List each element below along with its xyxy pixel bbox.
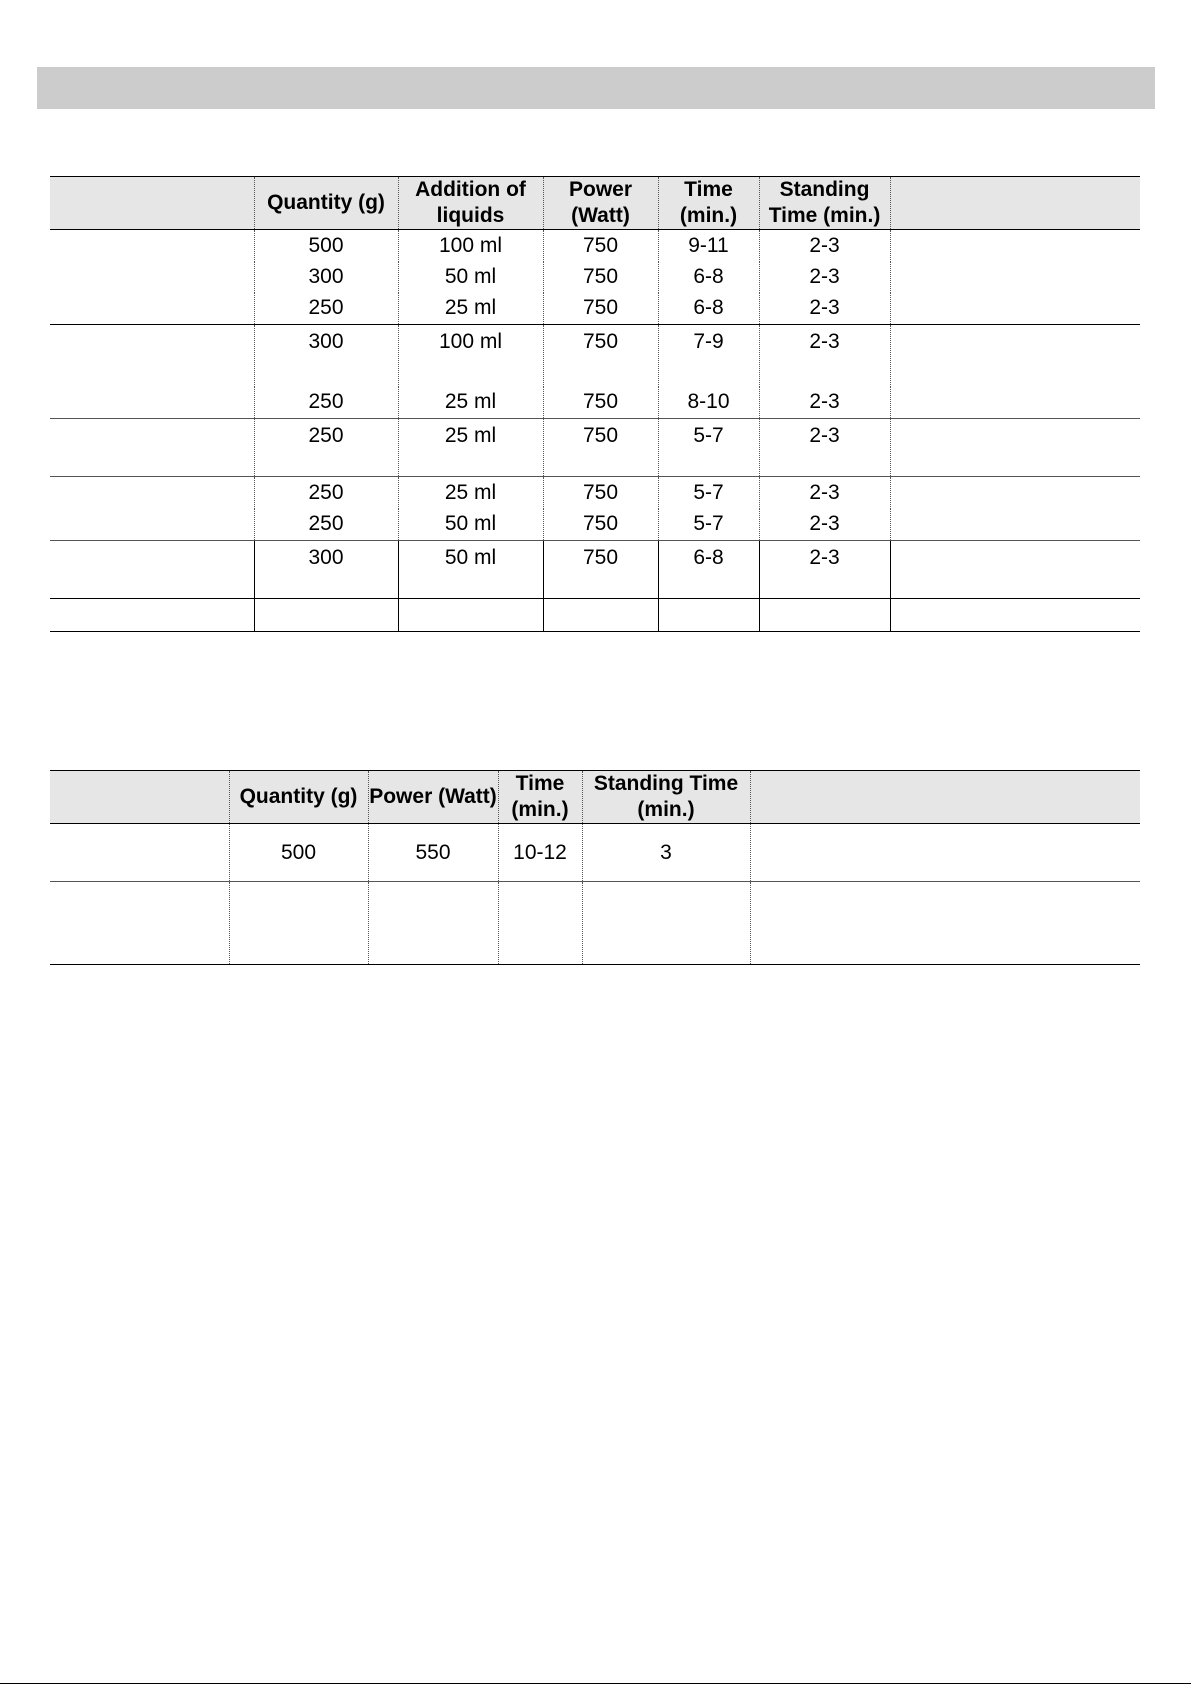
cell-power [368, 882, 498, 965]
cell-quantity: 300 [254, 325, 398, 387]
cell-power: 750 [543, 230, 658, 262]
table-row [50, 325, 1140, 387]
cell-quantity: 300 [254, 541, 398, 599]
cell-time: 5-7 [658, 477, 759, 509]
header-power: Power (Watt) [543, 177, 658, 230]
cell-power: 750 [543, 387, 658, 419]
table-row [50, 509, 1140, 541]
cell-liquids: 25 ml [398, 293, 543, 325]
header-power: Power (Watt) [368, 771, 498, 824]
table2-header-row [50, 771, 1140, 824]
cell-food [50, 541, 254, 599]
cell-quantity: 500 [229, 824, 368, 882]
cell-time: 6-8 [658, 293, 759, 325]
cell-power: 550 [368, 824, 498, 882]
cell-notes [890, 293, 1140, 325]
cell-food [50, 230, 254, 262]
table-row [50, 230, 1140, 262]
cell-quantity: 250 [254, 419, 398, 477]
cell-power [543, 599, 658, 632]
cell-time [658, 599, 759, 632]
cell-notes [890, 387, 1140, 419]
cooking-table-2 [50, 770, 1140, 965]
cell-time: 5-7 [658, 419, 759, 477]
cell-standing-time: 2-3 [759, 230, 890, 262]
header-standing-time: Standing Time (min.) [759, 177, 890, 230]
cell-quantity: 500 [254, 230, 398, 262]
cell-quantity [254, 599, 398, 632]
cell-food [50, 419, 254, 477]
cell-notes [750, 824, 1140, 882]
cell-notes [890, 262, 1140, 293]
cell-quantity: 300 [254, 262, 398, 293]
cell-standing-time: 2-3 [759, 541, 890, 599]
cell-food [50, 387, 254, 419]
cell-time: 10-12 [498, 824, 582, 882]
cell-food [50, 509, 254, 541]
cell-food [50, 293, 254, 325]
cell-notes [890, 541, 1140, 599]
cell-standing-time: 2-3 [759, 509, 890, 541]
cell-food [50, 882, 229, 965]
cell-quantity: 250 [254, 509, 398, 541]
cell-notes [890, 419, 1140, 477]
table-row [50, 293, 1140, 325]
table-row [50, 262, 1140, 293]
cell-power: 750 [543, 509, 658, 541]
table-row [50, 541, 1140, 599]
header-quantity: Quantity (g) [254, 177, 398, 230]
table-row [50, 882, 1140, 965]
footer-rule [0, 1683, 1191, 1684]
cell-notes [890, 599, 1140, 632]
cell-standing-time: 2-3 [759, 477, 890, 509]
header-notes [750, 771, 1140, 824]
cell-quantity: 250 [254, 387, 398, 419]
cell-time: 8-10 [658, 387, 759, 419]
header-food [50, 771, 229, 824]
cell-liquids: 100 ml [398, 230, 543, 262]
cell-power: 750 [543, 419, 658, 477]
table-row [50, 419, 1140, 477]
cell-food [50, 599, 254, 632]
header-notes [890, 177, 1140, 230]
table-row [50, 387, 1140, 419]
section-title-bar [37, 67, 1155, 109]
cell-standing-time: 2-3 [759, 262, 890, 293]
cell-time: 6-8 [658, 541, 759, 599]
cell-liquids: 50 ml [398, 262, 543, 293]
cell-power: 750 [543, 541, 658, 599]
cell-power: 750 [543, 477, 658, 509]
cell-liquids [398, 599, 543, 632]
cell-time: 5-7 [658, 509, 759, 541]
cooking-table-1 [50, 176, 1140, 632]
cell-notes [890, 509, 1140, 541]
cell-quantity: 250 [254, 293, 398, 325]
cell-standing-time: 3 [582, 824, 750, 882]
cell-standing-time: 2-3 [759, 293, 890, 325]
cell-time [498, 882, 582, 965]
cell-liquids: 50 ml [398, 509, 543, 541]
table-row [50, 824, 1140, 882]
cell-food [50, 824, 229, 882]
header-food [50, 177, 254, 230]
cell-standing-time [582, 882, 750, 965]
cell-liquids: 25 ml [398, 387, 543, 419]
cell-time: 9-11 [658, 230, 759, 262]
cell-power: 750 [543, 325, 658, 387]
cell-quantity [229, 882, 368, 965]
cell-standing-time: 2-3 [759, 325, 890, 387]
cell-liquids: 25 ml [398, 419, 543, 477]
cell-liquids: 25 ml [398, 477, 543, 509]
cell-time: 7-9 [658, 325, 759, 387]
cell-liquids: 50 ml [398, 541, 543, 599]
cell-time: 6-8 [658, 262, 759, 293]
header-addition-of-liquids: Addition of liquids [398, 177, 543, 230]
cell-notes [750, 882, 1140, 965]
header-quantity: Quantity (g) [229, 771, 368, 824]
cell-liquids: 100 ml [398, 325, 543, 387]
cell-notes [890, 477, 1140, 509]
table-row [50, 477, 1140, 509]
table-row [50, 599, 1140, 632]
cell-food [50, 477, 254, 509]
cell-notes [890, 230, 1140, 262]
header-time: Time (min.) [498, 771, 582, 824]
cell-notes [890, 325, 1140, 387]
cell-food [50, 325, 254, 387]
header-standing-time: Standing Time (min.) [582, 771, 750, 824]
cell-standing-time: 2-3 [759, 387, 890, 419]
cell-standing-time [759, 599, 890, 632]
cell-power: 750 [543, 262, 658, 293]
header-time: Time (min.) [658, 177, 759, 230]
cell-quantity: 250 [254, 477, 398, 509]
cell-standing-time: 2-3 [759, 419, 890, 477]
cell-food [50, 262, 254, 293]
cell-power: 750 [543, 293, 658, 325]
table1-header-row [50, 177, 1140, 230]
